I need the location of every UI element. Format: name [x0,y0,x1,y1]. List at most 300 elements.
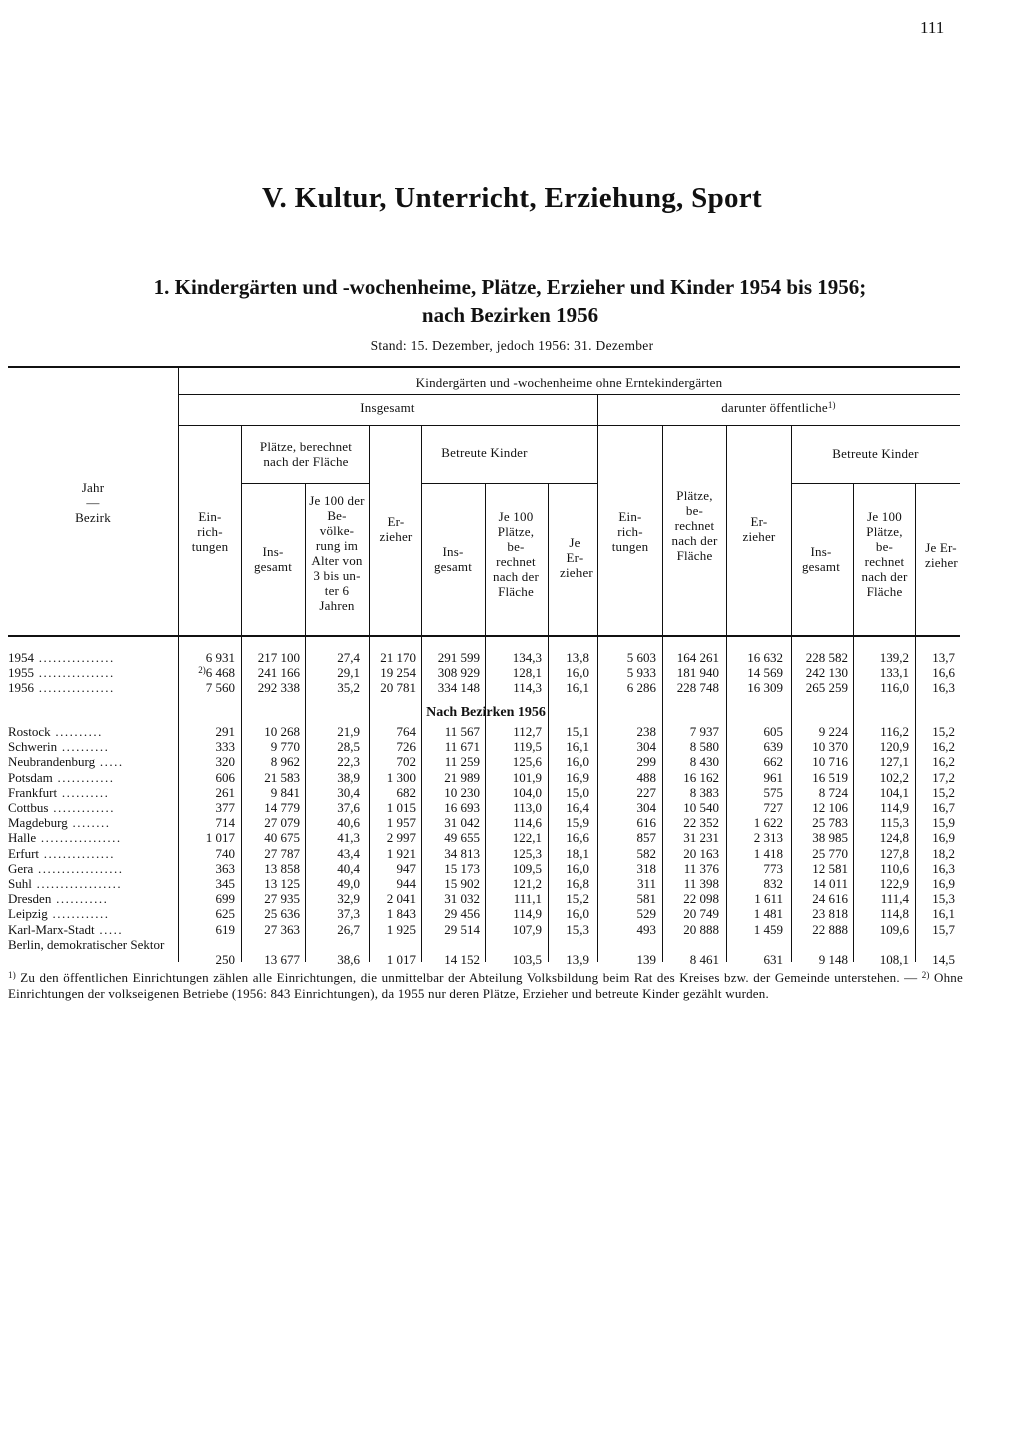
rule-under-top-header [178,394,960,395]
cell-value: 16 693 [444,800,480,815]
rule-under-betreute-2 [791,483,960,484]
cell-value: 10 268 [264,724,300,739]
cell-value: 16,1 [566,680,589,695]
table-cell [356,891,416,906]
table-cell [175,815,235,830]
cell-value: 616 [636,815,656,831]
leader-dots: ................ [34,665,115,680]
cell-value: 625 [215,906,235,922]
cell-value: 14 152 [444,951,480,967]
col-header-oeff-plaetze: Plätze, be- rechnet nach der Fläche [671,488,718,563]
cell-value: 9 224 [818,724,848,739]
row-label: Berlin, demokratischer Sektor [8,936,165,952]
cell-value: 16,9 [932,876,955,891]
table-cell [175,922,235,937]
cell-value: 38,9 [337,769,360,785]
cell-value: 38 985 [812,830,848,846]
table-cell [895,830,955,845]
chapter-title: V. Kultur, Unterricht, Erziehung, Sport [262,182,762,214]
cell-value: 227 [636,784,656,800]
cell-value: 43,4 [337,845,360,861]
table-cell [300,922,360,937]
cell-value: 8 580 [689,739,719,755]
table-cell [895,754,955,769]
cell-value: 40 675 [264,830,300,846]
cell-value: 20 163 [683,845,719,861]
table-cell [240,650,300,665]
cell-value: 1 611 [754,891,783,907]
cell-value: 320 [215,754,235,770]
rule-under-betreute-1 [421,483,597,484]
footnote-2-mark: 2) [921,970,930,980]
cell-value: 15,2 [932,724,955,739]
table-cell [895,785,955,800]
table-cell [420,952,480,967]
cell-value: 14,5 [932,951,955,967]
cell-value: 493 [636,921,656,937]
table-cell [300,861,360,876]
leader-dots: .......... [57,739,110,755]
cell-value: 1 622 [753,815,783,831]
table-cell [788,922,848,937]
cell-value: 31 042 [444,815,480,831]
cell-value: 22 098 [683,891,719,907]
row-label [8,770,115,785]
col-header-kinder-insgesamt: Ins- gesamt [433,544,473,574]
cell-value: 9 841 [270,784,300,800]
table-cell [175,724,235,739]
col-header-oeff-erzieher: Er- zieher [742,514,776,544]
cell-value: 15,3 [932,891,955,907]
cell-value: 619 [215,921,235,937]
cell-value: 16 309 [747,680,783,695]
row-label-text: Potsdam [8,769,53,785]
table-cell [723,754,783,769]
cell-value: 22 888 [812,921,848,937]
table-cell [659,861,719,876]
table-cell [788,785,848,800]
table-cell [420,861,480,876]
leader-dots: ............... [39,845,116,861]
row-label [8,724,103,739]
table-cell [895,876,955,891]
cell-value: 18,2 [932,845,955,861]
cell-value: 16 519 [812,769,848,785]
table-cell [175,891,235,906]
table-cell [788,770,848,785]
table-cell [895,665,955,680]
cell-value: 16 632 [747,650,783,665]
cell-value: 17,2 [932,769,955,785]
table-cell [356,876,416,891]
table-cell [420,650,480,665]
cell-value: 682 [396,784,416,800]
table-cell [240,754,300,769]
table-cell [659,800,719,815]
cell-value: 16,1 [566,739,589,755]
table-cell [788,830,848,845]
cell-value: 291 [215,724,235,739]
cell-value: 103,5 [512,951,542,967]
table-cell [420,680,480,695]
table-cell [356,650,416,665]
col-header-je-erzieher: Je Er- zieher [560,535,593,580]
cell-value: 107,9 [512,921,542,937]
table-cell [529,876,589,891]
table-cell [895,650,955,665]
table-cell [300,665,360,680]
table-cell [356,846,416,861]
row-label-text: Karl-Marx-Stadt [8,921,95,937]
table-cell [895,739,955,754]
cell-value: 11 398 [683,876,719,891]
table-cell [596,861,656,876]
table-cell [240,680,300,695]
cell-value: 16,0 [566,754,589,770]
cell-value: 111,1 [513,891,542,907]
table-cell [175,846,235,861]
table-cell [175,952,235,967]
cell-value: 8 461 [689,951,719,967]
cell-value: 15,7 [932,921,955,937]
statistics-table [8,362,960,967]
cell-value: 29 456 [444,906,480,922]
table-cell [596,800,656,815]
cell-value: 16,3 [932,860,955,876]
table-cell [240,846,300,861]
cell-value: 101,9 [512,769,542,785]
table-cell [529,665,589,680]
cell-value: 21 989 [444,769,480,785]
table-cell [300,650,360,665]
row-label [8,846,115,861]
cell-value: 857 [636,830,656,846]
cell-value: 25 770 [812,845,848,861]
stub-jahr: Jahr [81,480,105,495]
table-cell [420,922,480,937]
table-cell [596,724,656,739]
cell-value: 304 [636,739,656,755]
cell-value: 114,6 [513,815,542,831]
cell-value: 304 [636,800,656,815]
cell-value: 1 925 [386,921,416,937]
stub-header [28,480,158,525]
table-cell [420,906,480,921]
col-header-oeff-je-100-plaetze: Je 100 Plätze, be- rechnet nach der Fläche [861,509,908,599]
table-cell [300,876,360,891]
table-cell [659,665,719,680]
cell-value: 7 560 [205,680,235,695]
cell-value: 120,9 [879,739,909,755]
cell-value: 1 481 [753,906,783,922]
table-cell [300,952,360,967]
cell-value: 16,2 [932,739,955,755]
cell-value: 112,7 [513,724,542,739]
cell-value: 726 [396,739,416,755]
cell-value: 308 929 [437,665,480,680]
table-cell [895,846,955,861]
table-cell [300,830,360,845]
header-bottom-rule [8,635,960,637]
table-cell [723,800,783,815]
cell-value: 16,7 [932,800,955,815]
cell-value: 40,6 [337,815,360,831]
table-cell [240,876,300,891]
cell-value: 16,3 [932,680,955,695]
table-cell [529,815,589,830]
table-cell [420,846,480,861]
table-cell [529,861,589,876]
row-label-text: Rostock [8,724,51,739]
table-cell [895,891,955,906]
table-cell [529,906,589,921]
table-cell [596,770,656,785]
cell-value: 25 783 [812,815,848,831]
table-cell [788,800,848,815]
table-cell [300,739,360,754]
row-label [8,739,109,754]
leader-dots: ........ [67,815,111,831]
cell-value: 944 [396,876,416,891]
cell-value: 27,4 [337,650,360,665]
table-cell [723,770,783,785]
cell-value: 15,2 [566,891,589,907]
table-cell [895,770,955,785]
cell-value: 582 [636,845,656,861]
cell-value: 8 724 [818,784,848,800]
table-cell [596,665,656,680]
cell-value: 13,9 [566,951,589,967]
cell-value: 228 748 [676,680,719,695]
cell-value: 15,0 [566,784,589,800]
table-cell [659,952,719,967]
cell-value: 299 [636,754,656,770]
cell-value: 25 636 [264,906,300,922]
table-cell [596,846,656,861]
table-cell [596,785,656,800]
table-cell [300,754,360,769]
table-cell [175,739,235,754]
table-cell [723,665,783,680]
cell-value: 111,4 [880,891,909,907]
cell-value: 702 [396,754,416,770]
table-cell [659,680,719,695]
table-cell [596,876,656,891]
row-label-text: Halle [8,830,37,846]
table-cell [659,785,719,800]
cell-value: 21,9 [337,724,360,739]
cell-value: 217 100 [257,650,300,665]
row-label-text: Gera [8,860,34,876]
cell-value: 16,6 [566,830,589,846]
cell-value: 15,9 [932,815,955,831]
cell-value: 9 148 [818,951,848,967]
row-label [8,680,115,695]
cell-value: 1 957 [386,815,416,831]
col-header-je-100-bevoelkerung: Je 100 der Be- völke- rung im Alter von 3 bis un- ter 6 Jahren [309,493,365,613]
table-cell [240,815,300,830]
cell-value: 2 041 [386,891,416,907]
page-number: 111 [920,18,945,37]
cell-value: 5 603 [626,650,656,665]
table-cell [300,785,360,800]
table-cell [895,952,955,967]
cell-value: 29 514 [444,921,480,937]
cell-value: 345 [215,876,235,891]
table-cell [723,680,783,695]
table-cell [659,650,719,665]
cell-value: 27 079 [264,815,300,831]
table-cell [529,830,589,845]
table-cell [420,800,480,815]
leader-dots: ............. [48,800,115,815]
footnote-1-mark: 1) [8,970,16,980]
cell-value: 15,1 [566,724,589,739]
row-label-text: Frankfurt [8,784,58,800]
cell-value: 1 015 [386,800,416,815]
cell-value: 488 [636,769,656,785]
darunter-label: darunter öffentliche [721,400,828,415]
table-cell [529,785,589,800]
cell-value: 119,5 [513,739,542,755]
table-cell [240,739,300,754]
row-label-text: Dresden [8,891,52,907]
table-cell [895,815,955,830]
table-cell [788,876,848,891]
cell-value: 22,3 [337,754,360,770]
table-cell [420,724,480,739]
leader-dots: ................ [34,680,115,695]
cell-value: 15,2 [932,784,955,800]
cell-value: 102,2 [879,769,909,785]
table-cell [300,891,360,906]
rule-under-groups [178,425,960,426]
table-cell [240,861,300,876]
cell-value: 1 843 [386,906,416,922]
table-cell [300,800,360,815]
table-cell [659,724,719,739]
table-cell [788,665,848,680]
cell-value: 241 166 [257,665,300,680]
cell-value: 16,9 [932,830,955,846]
cell-value: 377 [215,800,235,815]
table-top-rule [8,366,960,368]
cell-value: 699 [215,891,235,907]
cell-value: 311 [636,876,656,891]
table-cell [240,665,300,680]
table-cell [788,906,848,921]
cell-value: 15 173 [444,860,480,876]
table-cell [300,724,360,739]
table-cell [596,906,656,921]
cell-value: 104,1 [879,784,909,800]
cell-value: 22 352 [683,815,719,831]
table-cell [300,815,360,830]
table-cell [529,952,589,967]
table-cell [300,906,360,921]
cell-value: 631 [763,951,783,967]
cell-value: 133,1 [879,665,909,680]
subheading-nach-bezirken: Nach Bezirken 1956 [426,705,546,720]
table-cell [596,922,656,937]
table-cell [175,680,235,695]
cell-value: 16,4 [566,800,589,815]
cell-value: 8 962 [270,754,300,770]
cell-value: 27 363 [264,921,300,937]
cell-value: 31 231 [683,830,719,846]
cell-value: 581 [636,891,656,907]
table-cell [788,680,848,695]
cell-value: 228 582 [805,650,848,665]
table-cell [788,846,848,861]
cell-value: 115,3 [880,815,909,831]
table-cell [175,800,235,815]
cell-value: 832 [763,876,783,891]
cell-value: 181 940 [676,665,719,680]
table-cell [529,680,589,695]
row-label-text: Leipzig [8,906,48,922]
table-cell [596,891,656,906]
cell-value: 31 032 [444,891,480,907]
cell-value: 40,4 [337,860,360,876]
row-label-text: Schwerin [8,739,58,755]
cell-value: 2 997 [386,830,416,846]
footnote-1: Zu den öffentlichen Einrichtungen zählen alle Einrichtungen, die unmittelbar der Abteilung Volksbildung beim Rat des Kreises bzw. der Gemeinde unterstehen. — [20,970,918,985]
cell-value: 639 [763,739,783,755]
leader-dots: .................. [31,876,123,891]
top-header: Kindergärten und -wochenheime ohne Erntekindergärten [415,375,723,390]
leader-dots: ..... [95,754,124,770]
footnote-2: Ohne Einrichtungen der volkseigenen Betriebe (1956: 843 Einrichtungen), da 1955 nur deren Plätze, Erzieher und betreute Kinder gezählt wurden. [8,970,963,1001]
darunter-group-header [597,400,960,415]
cell-value: 6 468 [205,665,235,680]
table-cell [420,665,480,680]
table-cell [596,739,656,754]
table-cell [723,952,783,967]
row-label [8,906,109,921]
cell-value: 1 921 [386,845,416,861]
table-cell [175,665,235,680]
cell-value: 11 567 [444,724,480,739]
row-label [8,876,122,891]
cell-value: 114,3 [513,680,542,695]
insgesamt-group-header: Insgesamt [360,400,415,415]
row-label [8,665,115,680]
cell-value: 1 418 [753,845,783,861]
cell-value: 662 [763,754,783,770]
cell-value: 12 581 [812,860,848,876]
table-cell [723,815,783,830]
cell-value: 127,8 [879,845,909,861]
cell-value: 114,9 [513,906,542,922]
row-label-text: 1954 [8,650,34,665]
table-cell [420,830,480,845]
cell-value: 104,0 [512,784,542,800]
table-cell [723,724,783,739]
table-cell [175,876,235,891]
table-cell [788,952,848,967]
table-cell [723,846,783,861]
table-title-line-1: 1. Kindergärten und -wochenheime, Plätze, Erzieher und Kinder 1954 bis 1956; [153,275,867,299]
table-cell [356,724,416,739]
table-cell [175,770,235,785]
row-label-text: Magdeburg [8,815,68,831]
cell-value: 116,0 [880,680,909,695]
table-cell [723,739,783,754]
cell-value: 114,9 [880,800,909,815]
table-cell [356,906,416,921]
row-label [8,815,110,830]
